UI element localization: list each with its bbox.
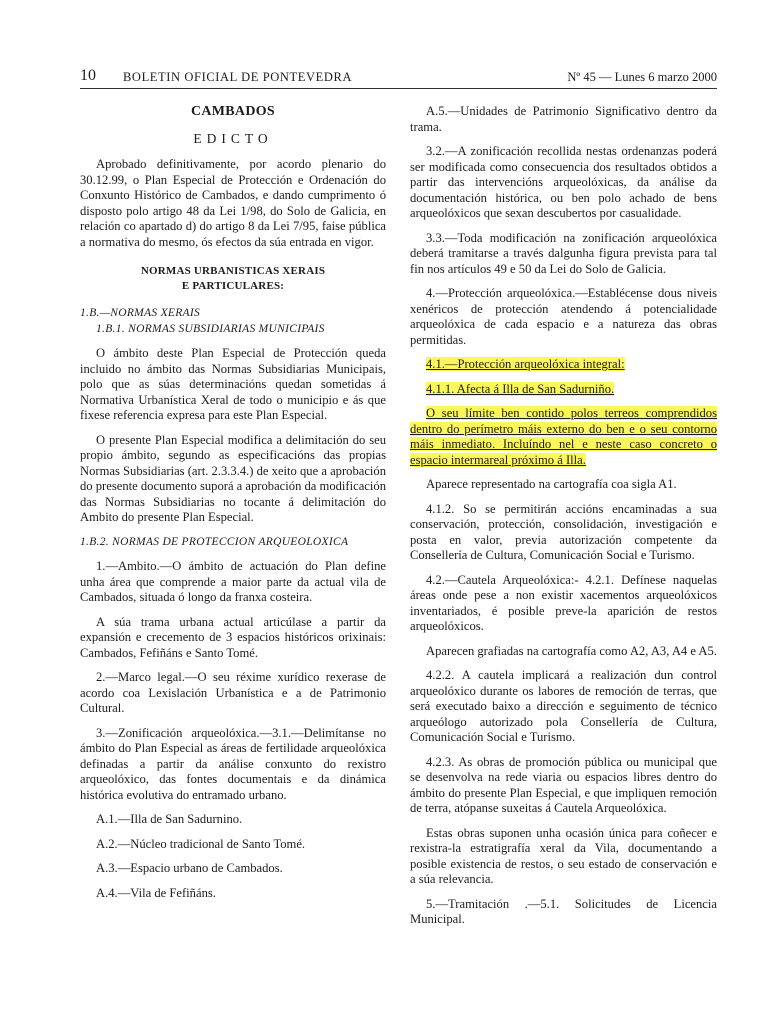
- list-item: A.1.—Illa de San Sadurnino.: [96, 812, 243, 826]
- highlighted-text: 4.1.—Protección arqueolóxica integral:: [426, 357, 625, 371]
- list-item: A.5.—Unidades de Patrimonio Significativo dentro da trama.: [410, 104, 717, 134]
- paragraph: 3.3.—Toda modificación na zonificación arqueolóxica deberá tramitarse a través dalgunha figura prevista para tal fin nos artículos 49 e 50 da Lei do Solo de Galicia.: [410, 230, 717, 276]
- highlighted-paragraph: [410, 382, 717, 398]
- subheading-1b: 1.B.—NORMAS XERAIS: [80, 307, 201, 319]
- highlighted-text: O seu límite ben contido polos terreos comprendidos dentro do perímetro máis externo do ben e o seu contorno máis inmediato. Incluíndo nel e neste caso concreto o espacio intermareal próximo á Illa.: [410, 406, 717, 467]
- paragraph: 1.—Ambito.—O ámbito de actuación do Plan define unha área que comprende a maior parte da actual vila de Cambados, situada ó longo da franxa costeira.: [80, 559, 386, 604]
- page-header: [80, 66, 717, 86]
- highlighted-text: 4.1.1. Afecta á Illa de San Sadurniño.: [426, 381, 615, 396]
- paragraph: O ámbito deste Plan Especial de Protección queda incluido no ámbito das Normas Subsidiarias Municipais, polo que as súas determinacións quedan sometidas á Normativa Urbanística Xeral de todo o municipio e ás que fixese referencia expresa para este Plan Especial.: [80, 346, 386, 422]
- paragraph: 3.—Zonificación arqueolóxica.—3.1.—Delimítanse no ámbito do Plan Especial as áreas de fertilidade arqueolóxica definadas a partir da análise conxunto do rexistro arqueolóxico, das fontes documentais e da dinámica histórica evolutiva do entramado urbano.: [80, 725, 386, 802]
- publication-name: BOLETIN OFICIAL DE PONTEVEDRA: [123, 70, 353, 84]
- header-rule: [80, 88, 717, 89]
- subheading-1b2: 1.B.2. NORMAS DE PROTECCION ARQUEOLOXICA: [80, 535, 349, 548]
- paragraph: 3.2.—A zonificación recollida nestas ordenanzas poderá ser modificada como consecuencia dos resultados obtidos a partir das intervencións arqueolóxicas, da análise da documentación histórica, ou ben polo achado de bens arqueolóxicos que sexan descubertos por casualidade.: [410, 144, 717, 220]
- paragraph: O presente Plan Especial modifica a delimitación do seu propio ámbito, segundo as especificacións das propias Normas Subsidiarias (art. 2.3.3.4.) de xeito que a aprobación do presente documento suporá a aprobación da modificación das Normas Subsidiarias no tocante á delimitación do Ambito do presente Plan Especial.: [80, 432, 387, 524]
- left-column: [80, 104, 386, 901]
- paragraph: 5.—Tramitación .—5.1. Solicitudes de Licencia Municipal.: [410, 896, 717, 926]
- paragraph: 4.2.2. A cautela implicará a realización dun control arqueolóxico durante os labores de remoción de terras, que será executado baixo a dirección e seguimento de técnico arqueólogo autorizado pola Consellería de Cultura, Comunicación Social e Turismo.: [410, 668, 717, 744]
- paragraph: 4.1.2. So se permitirán accións encaminadas a sua conservación, protección, consolidación, investigación e posta en valor, previa autorización competente da Consellería de Cultura, Comunicación Social e Turismo.: [410, 501, 717, 562]
- list-item: A.4.—Vila de Fefiñáns.: [96, 885, 216, 900]
- paragraph: 4.2.3. As obras de promoción pública ou municipal que se desenvolva na rede viaria ou espacios libres dentro do ámbito do presente Plan Especial, e que impliquen remoción de terra, atópanse suxeitas á Cautela Arqueolóxica.: [410, 754, 717, 815]
- issue-date: Nº 45 — Lunes 6 marzo 2000: [567, 70, 717, 84]
- intro-paragraph: Aprobado definitivamente, por acordo plenario do 30.12.99, o Plan Especial de Protección e Ordenación do Conxunto Histórico de Cambados, e dando cumprimento ó disposto polo artigo 48 da Lei 1/98, do Solo de Galicia, en relación co apartado d) do artigo 8 da Lei 7/95, faise pública a normativa do mesmo, ós efectos da súa entrada en vigor.: [80, 157, 386, 249]
- subheading-1b1: 1.B.1. NORMAS SUBSIDIARIAS MUNICIPAIS: [96, 322, 325, 335]
- section-heading-line1: NORMAS URBANISTICAS XERAIS: [140, 265, 326, 277]
- right-column: [410, 104, 717, 928]
- highlighted-paragraph: [410, 406, 717, 468]
- list-item: A.3.—Espacio urbano de Cambados.: [96, 861, 283, 875]
- paragraph: Estas obras suponen unha ocasión única para coñecer e rexistra-la estratigrafía xeral da Vila, documentando a posible existencia de restos, o seu estado de conservación e a súa relevancia.: [410, 825, 717, 886]
- document-title: CAMBADOS: [190, 104, 276, 119]
- paragraph: 4.2.—Cautela Arqueolóxica:- 4.2.1. Defínese naquelas áreas onde pese a non existir xacementos arqueolóxicos inventariados, é posible preve-la aparición de restos arqueolóxicos.: [410, 572, 717, 633]
- paragraph: 4.—Protección arqueolóxica.—Establécense dous niveis xenéricos de protección atendendo á potencialidade arqueolóxica de cada espacio e a natureza das obras permitidas.: [410, 286, 717, 347]
- paragraph: Aparecen grafiadas na cartografía como A2, A3, A4 e A5.: [426, 643, 717, 658]
- section-heading-line2: E PARTICULARES:: [181, 280, 285, 292]
- highlighted-paragraph: [410, 357, 717, 373]
- section-heading: [80, 264, 386, 294]
- paragraph: Aparece representado na cartografía coa sigla A1.: [426, 477, 677, 491]
- paragraph: 2.—Marco legal.—O seu réxime xurídico rexerase de acordo coa Lexislación Urbanística e a de Patrimonio Cultural.: [80, 670, 386, 715]
- paragraph: A súa trama urbana actual articúlase a partir da expansión e crecemento de 3 espacios históricos orixinais: Cambados, Fefiñáns e Santo Tomé.: [80, 614, 386, 660]
- edicto-label: EDICTO: [193, 130, 273, 146]
- page-number: 10: [80, 67, 96, 84]
- list-item: A.2.—Núcleo tradicional de Santo Tomé.: [96, 836, 306, 851]
